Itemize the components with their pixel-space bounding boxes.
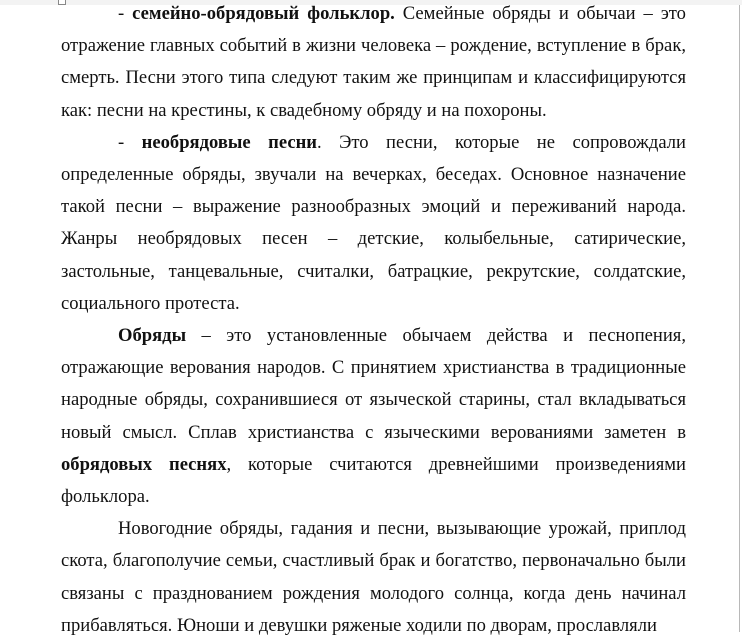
paragraph-new-year-rituals[interactable] — [61, 513, 686, 642]
term-non-ritual-songs: необрядовые песни — [141, 131, 318, 153]
term-family-ritual-folklore: семейно-обрядовый фольклор. — [132, 3, 395, 24]
document-page[interactable] — [61, 0, 686, 642]
paragraph-text: – это установленные обычаем действа и песнопения, отражающие верования народов. С принятием христианства в традиционные народные обряды, сохранившиеся от языческой старины, стал вкладываться новый смысл. Сплав христианства с языческими верованиями заметен в — [61, 325, 686, 443]
paragraph-family-ritual-folklore[interactable] — [61, 0, 686, 127]
list-dash: - — [118, 3, 133, 24]
term-rituals: Обряды — [118, 325, 187, 347]
paragraph-text-continued: , которые считаются древнейшими произведениями фольклора. — [61, 453, 686, 508]
paragraph-text: . Это песни, которые не сопровождали определенные обряды, звучали на вечерках, беседах. Основное назначение такой песни – выражение разнообразных эмоций и переживаний народа. Жанры необрядовых песен – детские, колыбельные, сатирические, застольные, танцевальные, считалки, батрацкие, рекрутские, солдатские, социального протеста. — [61, 131, 686, 314]
term-ritual-songs: обрядовых песнях — [61, 453, 227, 475]
paragraph-text: Новогодние обряды, гадания и песни, вызывающие урожай, приплод скота, благополучие семьи, счастливый брак и богатство, первоначально были связаны с празднованием рождения молодого солнца, когда день начинал прибавляться. Юноши и девушки ряженые ходили по дворам, прославляли — [61, 518, 686, 636]
paragraph-rituals[interactable] — [61, 320, 686, 513]
list-dash: - — [118, 131, 142, 153]
paragraph-text: Семейные обряды и обычаи – это отражение главных событий в жизни человека – рождение, вступление в брак, смерть. Песни этого типа следуют таким же принципам и классифицируются как: песни на крестины, к свадебному обряду и на похороны. — [61, 3, 686, 121]
paragraph-non-ritual-songs[interactable] — [61, 127, 686, 320]
